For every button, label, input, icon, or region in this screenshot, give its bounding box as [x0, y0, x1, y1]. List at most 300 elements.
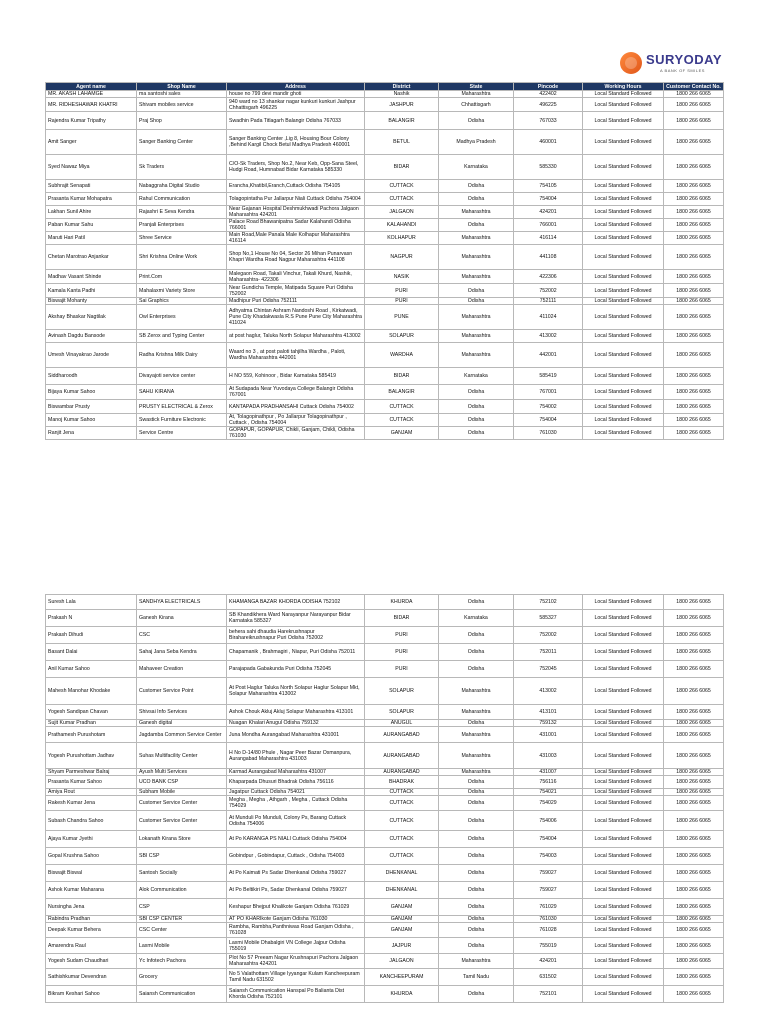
contact-cell: 1800 266 6065 [664, 180, 724, 193]
working-hours-cell: Local Standard Followed [583, 776, 664, 789]
state-cell: Odisha [439, 811, 514, 831]
pincode-cell: 761029 [514, 899, 583, 916]
pincode-cell: 761028 [514, 923, 583, 938]
agent-name-cell: Manoj Kumar Sahoo [46, 414, 137, 427]
shop-name-cell: Jagdamba Common Service Center [137, 727, 227, 743]
district-cell: ANUGUL [365, 720, 439, 727]
state-cell: Karnataka [439, 155, 514, 180]
contact-cell: 1800 266 6065 [664, 270, 724, 284]
agent-name-cell: Biswajit Mohanty [46, 298, 137, 305]
agent-name-cell: Mahesh Manohar Khodake [46, 678, 137, 705]
header-agent-name: Agent name [46, 83, 137, 91]
district-cell: AURANGABAD [365, 769, 439, 776]
district-cell: PUNE [365, 305, 439, 330]
district-cell: AURANGABAD [365, 727, 439, 743]
address-cell: Swadhin Pada Titlagarh Balangir Odisha 767033 [227, 112, 365, 130]
shop-name-cell: Grocery [137, 969, 227, 986]
agent-name-cell: Madhav Vasant Shinde [46, 270, 137, 284]
table-row [46, 969, 724, 986]
address-cell: GOPAPUR, GOPAPUR, Chikli, Ganjam, Chikli, Odisha 761030 [227, 427, 365, 440]
district-cell: GANJAM [365, 899, 439, 916]
contact-cell: 1800 266 6065 [664, 661, 724, 678]
working-hours-cell: Local Standard Followed [583, 98, 664, 112]
agent-name-cell: Prathamesh Purushotam [46, 727, 137, 743]
table-row [46, 986, 724, 1003]
district-cell: SOLAPUR [365, 678, 439, 705]
table-row [46, 400, 724, 414]
contact-cell: 1800 266 6065 [664, 916, 724, 923]
shop-name-cell: Ganesh digital [137, 720, 227, 727]
state-cell: Maharashtra [439, 232, 514, 245]
table-row [46, 776, 724, 789]
state-cell: Maharashtra [439, 954, 514, 969]
table-row [46, 427, 724, 440]
working-hours-cell: Local Standard Followed [583, 414, 664, 427]
pincode-cell: 752111 [514, 298, 583, 305]
shop-name-cell: Suhas Multifacility Center [137, 743, 227, 769]
address-cell: At Post Haglur Taluka North Solapur Haglur Solapur Mkt, Solapur Maharashtra 413002 [227, 678, 365, 705]
address-cell: H NO 559, Kohinoor , Bidar Karnataka 585419 [227, 368, 365, 385]
table-row [46, 130, 724, 155]
district-cell: CUTTACK [365, 789, 439, 796]
table-row [46, 811, 724, 831]
shop-name-cell: Subham Mobile [137, 789, 227, 796]
table-row [46, 206, 724, 219]
address-cell: Jagatpur Cuttack Odisha 754021 [227, 789, 365, 796]
table-row [46, 245, 724, 270]
address-cell: H No D-14/80 Phule , Nagar Peer Bazar Osmanpura, Aurangabad Maharashtra 431003 [227, 743, 365, 769]
header-working-hours: Working Hours [583, 83, 664, 91]
shop-name-cell: Customer Service Center [137, 796, 227, 811]
agent-name-cell: Siddharoodh [46, 368, 137, 385]
shop-name-cell: Yc Infotech Pachora [137, 954, 227, 969]
agent-name-cell: Prakash N [46, 610, 137, 627]
agent-name-cell: Sujit Kumar Pradhan [46, 720, 137, 727]
address-cell: house no 799 devi mandir ghoti [227, 91, 365, 98]
working-hours-cell: Local Standard Followed [583, 969, 664, 986]
agent-name-cell: Akshay Bhaskar Nagtilak [46, 305, 137, 330]
agent-name-cell: Subhrajit Senapati [46, 180, 137, 193]
district-cell: DHENKANAL [365, 865, 439, 882]
brand-tagline: A BANK OF SMILES [660, 68, 705, 73]
district-cell: PURI [365, 298, 439, 305]
district-cell: DHENKANAL [365, 882, 439, 899]
contact-cell: 1800 266 6065 [664, 720, 724, 727]
agent-name-cell: Prasanta Kumar Sahoo [46, 776, 137, 789]
pincode-cell: 752102 [514, 595, 583, 610]
address-cell: At Munduli Po Munduli, Colony Ps, Barang Cuttack Odisha 754006 [227, 811, 365, 831]
working-hours-cell: Local Standard Followed [583, 206, 664, 219]
working-hours-cell: Local Standard Followed [583, 678, 664, 705]
table-row [46, 232, 724, 245]
state-cell: Maharashtra [439, 678, 514, 705]
district-cell: KHURDA [365, 595, 439, 610]
district-cell: WARDHA [365, 343, 439, 368]
agent-name-cell: Yogesh Sandipan Chavan [46, 705, 137, 720]
state-cell: Maharashtra [439, 270, 514, 284]
address-cell: Palace Road Bhawanipatna Sadar Kalahandi Odisha 766001 [227, 219, 365, 232]
address-cell: Saiansh Communication Hanspal Po Balianta Dist Khorda Odisha 752101 [227, 986, 365, 1003]
address-cell: SB Khandikhera Ward Narayanpur Narayanpur Bidar Karnataka 585327 [227, 610, 365, 627]
shop-name-cell: Sahaj Jana Seba Kendra [137, 644, 227, 661]
agent-name-cell: Paban Kumar Sahu [46, 219, 137, 232]
state-cell: Maharashtra [439, 743, 514, 769]
district-cell: KALAHANDI [365, 219, 439, 232]
working-hours-cell: Local Standard Followed [583, 727, 664, 743]
pincode-cell: 752002 [514, 284, 583, 298]
working-hours-cell: Local Standard Followed [583, 595, 664, 610]
contact-cell: 1800 266 6065 [664, 284, 724, 298]
district-cell: KANCHEEPURAM [365, 969, 439, 986]
agent-name-cell: MR. RIDHESHAWAR KHATRI [46, 98, 137, 112]
agent-name-cell: Rajendra Kumar Tripathy [46, 112, 137, 130]
pincode-cell: 422306 [514, 270, 583, 284]
shop-name-cell: PRUSTY ELECTRICAL & Zerox [137, 400, 227, 414]
working-hours-cell: Local Standard Followed [583, 865, 664, 882]
working-hours-cell: Local Standard Followed [583, 743, 664, 769]
contact-cell: 1800 266 6065 [664, 938, 724, 954]
district-cell: JALGAON [365, 954, 439, 969]
agent-name-cell: Shyam Parmeshwar Balraj [46, 769, 137, 776]
contact-cell: 1800 266 6065 [664, 743, 724, 769]
shop-name-cell: Ayush Multi Services [137, 769, 227, 776]
district-cell: PURI [365, 284, 439, 298]
pincode-cell: 752011 [514, 644, 583, 661]
state-cell: Odisha [439, 923, 514, 938]
shop-name-cell: Lokanath Kirana Store [137, 831, 227, 848]
table-row [46, 644, 724, 661]
header-district: District [365, 83, 439, 91]
pincode-cell: 631502 [514, 969, 583, 986]
shop-name-cell: Praj Shop [137, 112, 227, 130]
address-cell: Gobindpur , Gobindapur, Cuttack , Odisha 754003 [227, 848, 365, 865]
shop-name-cell: SANDHYA ELECTRICALS [137, 595, 227, 610]
state-cell: Odisha [439, 776, 514, 789]
shop-name-cell: UCO BANK CSP [137, 776, 227, 789]
shop-name-cell: Mahaveer Creation [137, 661, 227, 678]
address-cell: Parajapada Gabakunda Puri Odisha 752045 [227, 661, 365, 678]
agent-name-cell: Subash Chandra Sahoo [46, 811, 137, 831]
pincode-cell: 752002 [514, 627, 583, 644]
table-row [46, 270, 724, 284]
table-row [46, 368, 724, 385]
pincode-cell: 431003 [514, 743, 583, 769]
contact-cell: 1800 266 6065 [664, 986, 724, 1003]
table-row [46, 831, 724, 848]
working-hours-cell: Local Standard Followed [583, 661, 664, 678]
table-row [46, 343, 724, 368]
shop-name-cell: Laxmi Mobile [137, 938, 227, 954]
table-row [46, 848, 724, 865]
contact-cell: 1800 266 6065 [664, 678, 724, 705]
address-cell: Megha , Megha , Athgarh , Megha , Cuttack Odisha 754029 [227, 796, 365, 811]
state-cell: Odisha [439, 595, 514, 610]
agent-name-cell: Avinash Dagdu Bansode [46, 330, 137, 343]
contact-cell: 1800 266 6065 [664, 130, 724, 155]
contact-cell: 1800 266 6065 [664, 811, 724, 831]
contact-cell: 1800 266 6065 [664, 219, 724, 232]
shop-name-cell: Shivam mobiles service [137, 98, 227, 112]
district-cell: JAJPUR [365, 938, 439, 954]
district-cell: CUTTACK [365, 796, 439, 811]
district-cell: BIDAR [365, 155, 439, 180]
shop-name-cell: Customer Service Point [137, 678, 227, 705]
table-row [46, 219, 724, 232]
working-hours-cell: Local Standard Followed [583, 916, 664, 923]
pincode-cell: 754004 [514, 414, 583, 427]
shop-name-cell: CSP [137, 899, 227, 916]
shop-name-cell: Rahul Communication [137, 193, 227, 206]
agent-name-cell: Lakhan Sunil Ahire [46, 206, 137, 219]
pincode-cell: 759027 [514, 882, 583, 899]
address-cell: Khaparpada Dhusuri Bhadrak Odisha 756116 [227, 776, 365, 789]
state-cell: Odisha [439, 427, 514, 440]
table-row [46, 789, 724, 796]
address-cell: Laxmi Mobile Dhabalgiri VN College Jajpur Odisha 755019 [227, 938, 365, 954]
pincode-cell: 754002 [514, 400, 583, 414]
state-cell: Odisha [439, 385, 514, 400]
district-cell: CUTTACK [365, 848, 439, 865]
pincode-cell: 759132 [514, 720, 583, 727]
state-cell: Maharashtra [439, 330, 514, 343]
agent-name-cell: Biswambar Prusty [46, 400, 137, 414]
agent-name-cell: Rakesh Kumar Jena [46, 796, 137, 811]
state-cell: Odisha [439, 899, 514, 916]
working-hours-cell: Local Standard Followed [583, 882, 664, 899]
agent-name-cell: Ajaya Kumar Jyethi [46, 831, 137, 848]
working-hours-cell: Local Standard Followed [583, 938, 664, 954]
shop-name-cell: Radha Krishna Milk Dairy [137, 343, 227, 368]
contact-cell: 1800 266 6065 [664, 368, 724, 385]
district-cell: AURANGABAD [365, 743, 439, 769]
working-hours-cell: Local Standard Followed [583, 811, 664, 831]
working-hours-cell: Local Standard Followed [583, 305, 664, 330]
address-cell: KANTAPADA PRADHANSAHI Cuttack Odisha 754002 [227, 400, 365, 414]
table-row [46, 882, 724, 899]
address-cell: Waard no 3 , at post paloti tahjilha Wardha , Paloti, Wardha Maharashtra 442001 [227, 343, 365, 368]
agent-name-cell: Chetan Marotrao Anjankar [46, 245, 137, 270]
contact-cell: 1800 266 6065 [664, 610, 724, 627]
shop-name-cell: SBI CSP [137, 848, 227, 865]
suryoday-logo [620, 50, 730, 80]
contact-cell: 1800 266 6065 [664, 385, 724, 400]
district-cell: PURI [365, 661, 439, 678]
pincode-cell: 585327 [514, 610, 583, 627]
pincode-cell: 424201 [514, 206, 583, 219]
working-hours-cell: Local Standard Followed [583, 720, 664, 727]
district-cell: BIDAR [365, 368, 439, 385]
pincode-cell: 411024 [514, 305, 583, 330]
state-cell: Odisha [439, 193, 514, 206]
shop-name-cell: Owl Enterprises [137, 305, 227, 330]
agent-name-cell: Suresh Lala [46, 595, 137, 610]
address-cell: Sanger Banking Center ,Lig 8, Housing Bour Colony ,Behind Kargil Chock Betul Madhya Pradesh 460001 [227, 130, 365, 155]
state-cell: Odisha [439, 789, 514, 796]
address-cell: Karmad Aurangabad Maharashtra 431007 [227, 769, 365, 776]
working-hours-cell: Local Standard Followed [583, 796, 664, 811]
table-row [46, 414, 724, 427]
address-cell: Erancha,Khatibil,Eranch,Cuttack Odisha 754105 [227, 180, 365, 193]
pincode-cell: 754021 [514, 789, 583, 796]
working-hours-cell: Local Standard Followed [583, 91, 664, 98]
working-hours-cell: Local Standard Followed [583, 232, 664, 245]
working-hours-cell: Local Standard Followed [583, 644, 664, 661]
working-hours-cell: Local Standard Followed [583, 330, 664, 343]
agent-name-cell: Amit Sanger [46, 130, 137, 155]
agent-name-cell: Prakash Dihudi [46, 627, 137, 644]
working-hours-cell: Local Standard Followed [583, 848, 664, 865]
pincode-cell: 431001 [514, 727, 583, 743]
district-cell: BALANGIR [365, 385, 439, 400]
header-address: Address [227, 83, 365, 91]
pincode-cell: 766001 [514, 219, 583, 232]
state-cell: Maharashtra [439, 705, 514, 720]
shop-name-cell: Customer Service Center [137, 811, 227, 831]
state-cell: Madhya Pradesh [439, 130, 514, 155]
table-row [46, 743, 724, 769]
agent-name-cell: Bikram Keshari Sahoo [46, 986, 137, 1003]
working-hours-cell: Local Standard Followed [583, 627, 664, 644]
working-hours-cell: Local Standard Followed [583, 705, 664, 720]
shop-name-cell: Service Centre [137, 427, 227, 440]
state-cell: Odisha [439, 112, 514, 130]
pincode-cell: 754006 [514, 811, 583, 831]
header-shop-name: Shop Name [137, 83, 227, 91]
state-cell: Odisha [439, 831, 514, 848]
pincode-cell: 755019 [514, 938, 583, 954]
state-cell: Odisha [439, 865, 514, 882]
agent-name-cell: Basant Dalai [46, 644, 137, 661]
contact-cell: 1800 266 6065 [664, 330, 724, 343]
table-row [46, 899, 724, 916]
pincode-cell: 761030 [514, 427, 583, 440]
working-hours-cell: Local Standard Followed [583, 923, 664, 938]
state-cell: Maharashtra [439, 206, 514, 219]
table-row [46, 284, 724, 298]
pincode-cell: 754004 [514, 193, 583, 206]
district-cell: KOLHAPUR [365, 232, 439, 245]
working-hours-cell: Local Standard Followed [583, 899, 664, 916]
address-cell: At, Tolagopinathpur , Po Jallarpur Tolagopinathpur , Cuttack , Odisha 754004 [227, 414, 365, 427]
pincode-cell: 767001 [514, 385, 583, 400]
shop-name-cell: Alok Communication [137, 882, 227, 899]
pincode-cell: 431007 [514, 769, 583, 776]
table-row [46, 305, 724, 330]
agent-name-cell: Anil Kumar Sahoo [46, 661, 137, 678]
address-cell: KHAMANGA BAZAR KHORDA ODISHA 752102 [227, 595, 365, 610]
header-pincode: Pincode [514, 83, 583, 91]
district-cell: CUTTACK [365, 831, 439, 848]
agent-name-cell: Maruti Hari Patil [46, 232, 137, 245]
pincode-cell: 752045 [514, 661, 583, 678]
state-cell: Odisha [439, 627, 514, 644]
table-row [46, 91, 724, 98]
contact-cell: 1800 266 6065 [664, 865, 724, 882]
pincode-cell: 761030 [514, 916, 583, 923]
shop-name-cell: Pranjali Enterprises [137, 219, 227, 232]
contact-cell: 1800 266 6065 [664, 427, 724, 440]
table-row [46, 627, 724, 644]
agent-name-cell: Ashok Kumar Maharana [46, 882, 137, 899]
table-row [46, 865, 724, 882]
state-cell: Odisha [439, 882, 514, 899]
working-hours-cell: Local Standard Followed [583, 385, 664, 400]
table-row [46, 298, 724, 305]
pincode-cell: 752101 [514, 986, 583, 1003]
district-cell: JALGAON [365, 206, 439, 219]
district-cell: NASIK [365, 270, 439, 284]
shop-name-cell: Ganesh Kirana [137, 610, 227, 627]
state-cell: Maharashtra [439, 769, 514, 776]
contact-cell: 1800 266 6065 [664, 969, 724, 986]
address-cell: Tolagopintatha Pur Jallarpur Niali Cuttack Odisha 754004 [227, 193, 365, 206]
address-cell: No 5 Valathottam Village Iyyangar Kulam Kancheepuram Tamil Nadu 631502 [227, 969, 365, 986]
pincode-cell: 442001 [514, 343, 583, 368]
state-cell: Maharashtra [439, 343, 514, 368]
working-hours-cell: Local Standard Followed [583, 298, 664, 305]
working-hours-cell: Local Standard Followed [583, 427, 664, 440]
pincode-cell: 754003 [514, 848, 583, 865]
sun-icon [620, 52, 642, 74]
contact-cell: 1800 266 6065 [664, 400, 724, 414]
agent-name-cell: Yogesh Purushottam Jadhav [46, 743, 137, 769]
working-hours-cell: Local Standard Followed [583, 986, 664, 1003]
agent-name-cell: Syed Nawaz Miya [46, 155, 137, 180]
contact-cell: 1800 266 6065 [664, 899, 724, 916]
table-row [46, 923, 724, 938]
table-row [46, 769, 724, 776]
district-cell: CUTTACK [365, 811, 439, 831]
table-row [46, 193, 724, 206]
pincode-cell: 413002 [514, 330, 583, 343]
state-cell: Odisha [439, 180, 514, 193]
district-cell: BETUL [365, 130, 439, 155]
pincode-cell: 496225 [514, 98, 583, 112]
agent-name-cell: Bijaya Kumar Sahoo [46, 385, 137, 400]
pincode-cell: 585330 [514, 155, 583, 180]
shop-name-cell: Santosh Socially [137, 865, 227, 882]
contact-cell: 1800 266 6065 [664, 705, 724, 720]
pincode-cell: 759027 [514, 865, 583, 882]
table-row [46, 954, 724, 969]
district-cell: Nashik [365, 91, 439, 98]
pincode-cell: 460001 [514, 130, 583, 155]
contact-cell: 1800 266 6065 [664, 305, 724, 330]
address-cell: At Po KARANGA PS NIALI Cuttack Odisha 754004 [227, 831, 365, 848]
address-cell: At Sudapada Near Yuvodaya College Balangir Odisha 767001 [227, 385, 365, 400]
state-cell: Odisha [439, 284, 514, 298]
pincode-cell: 767033 [514, 112, 583, 130]
shop-name-cell: Sanger Banking Center [137, 130, 227, 155]
agent-name-cell: MR. AKASH LAHAMGE [46, 91, 137, 98]
table-row [46, 720, 724, 727]
address-cell: Shop No,1 House No 04, Sector 26 Mihan Punarvasn Khapri Wardha Road Nagpur Maharashtra 441108 [227, 245, 365, 270]
district-cell: BHADRAK [365, 776, 439, 789]
state-cell: Maharashtra [439, 305, 514, 330]
agent-name-cell: Ranjit Jena [46, 427, 137, 440]
table-row [46, 180, 724, 193]
contact-cell: 1800 266 6065 [664, 343, 724, 368]
shop-name-cell: Rajashri E Seva Kendra [137, 206, 227, 219]
pincode-cell: 422402 [514, 91, 583, 98]
working-hours-cell: Local Standard Followed [583, 343, 664, 368]
address-cell: Nuagan Khalari Anugul Odisha 759132 [227, 720, 365, 727]
address-cell: Plot No 57 Preeam Nagar Krushnapuri Pachora Jalgaon Maharashtra 424201 [227, 954, 365, 969]
district-cell: GANJAM [365, 923, 439, 938]
contact-cell: 1800 266 6065 [664, 796, 724, 811]
working-hours-cell: Local Standard Followed [583, 954, 664, 969]
working-hours-cell: Local Standard Followed [583, 155, 664, 180]
